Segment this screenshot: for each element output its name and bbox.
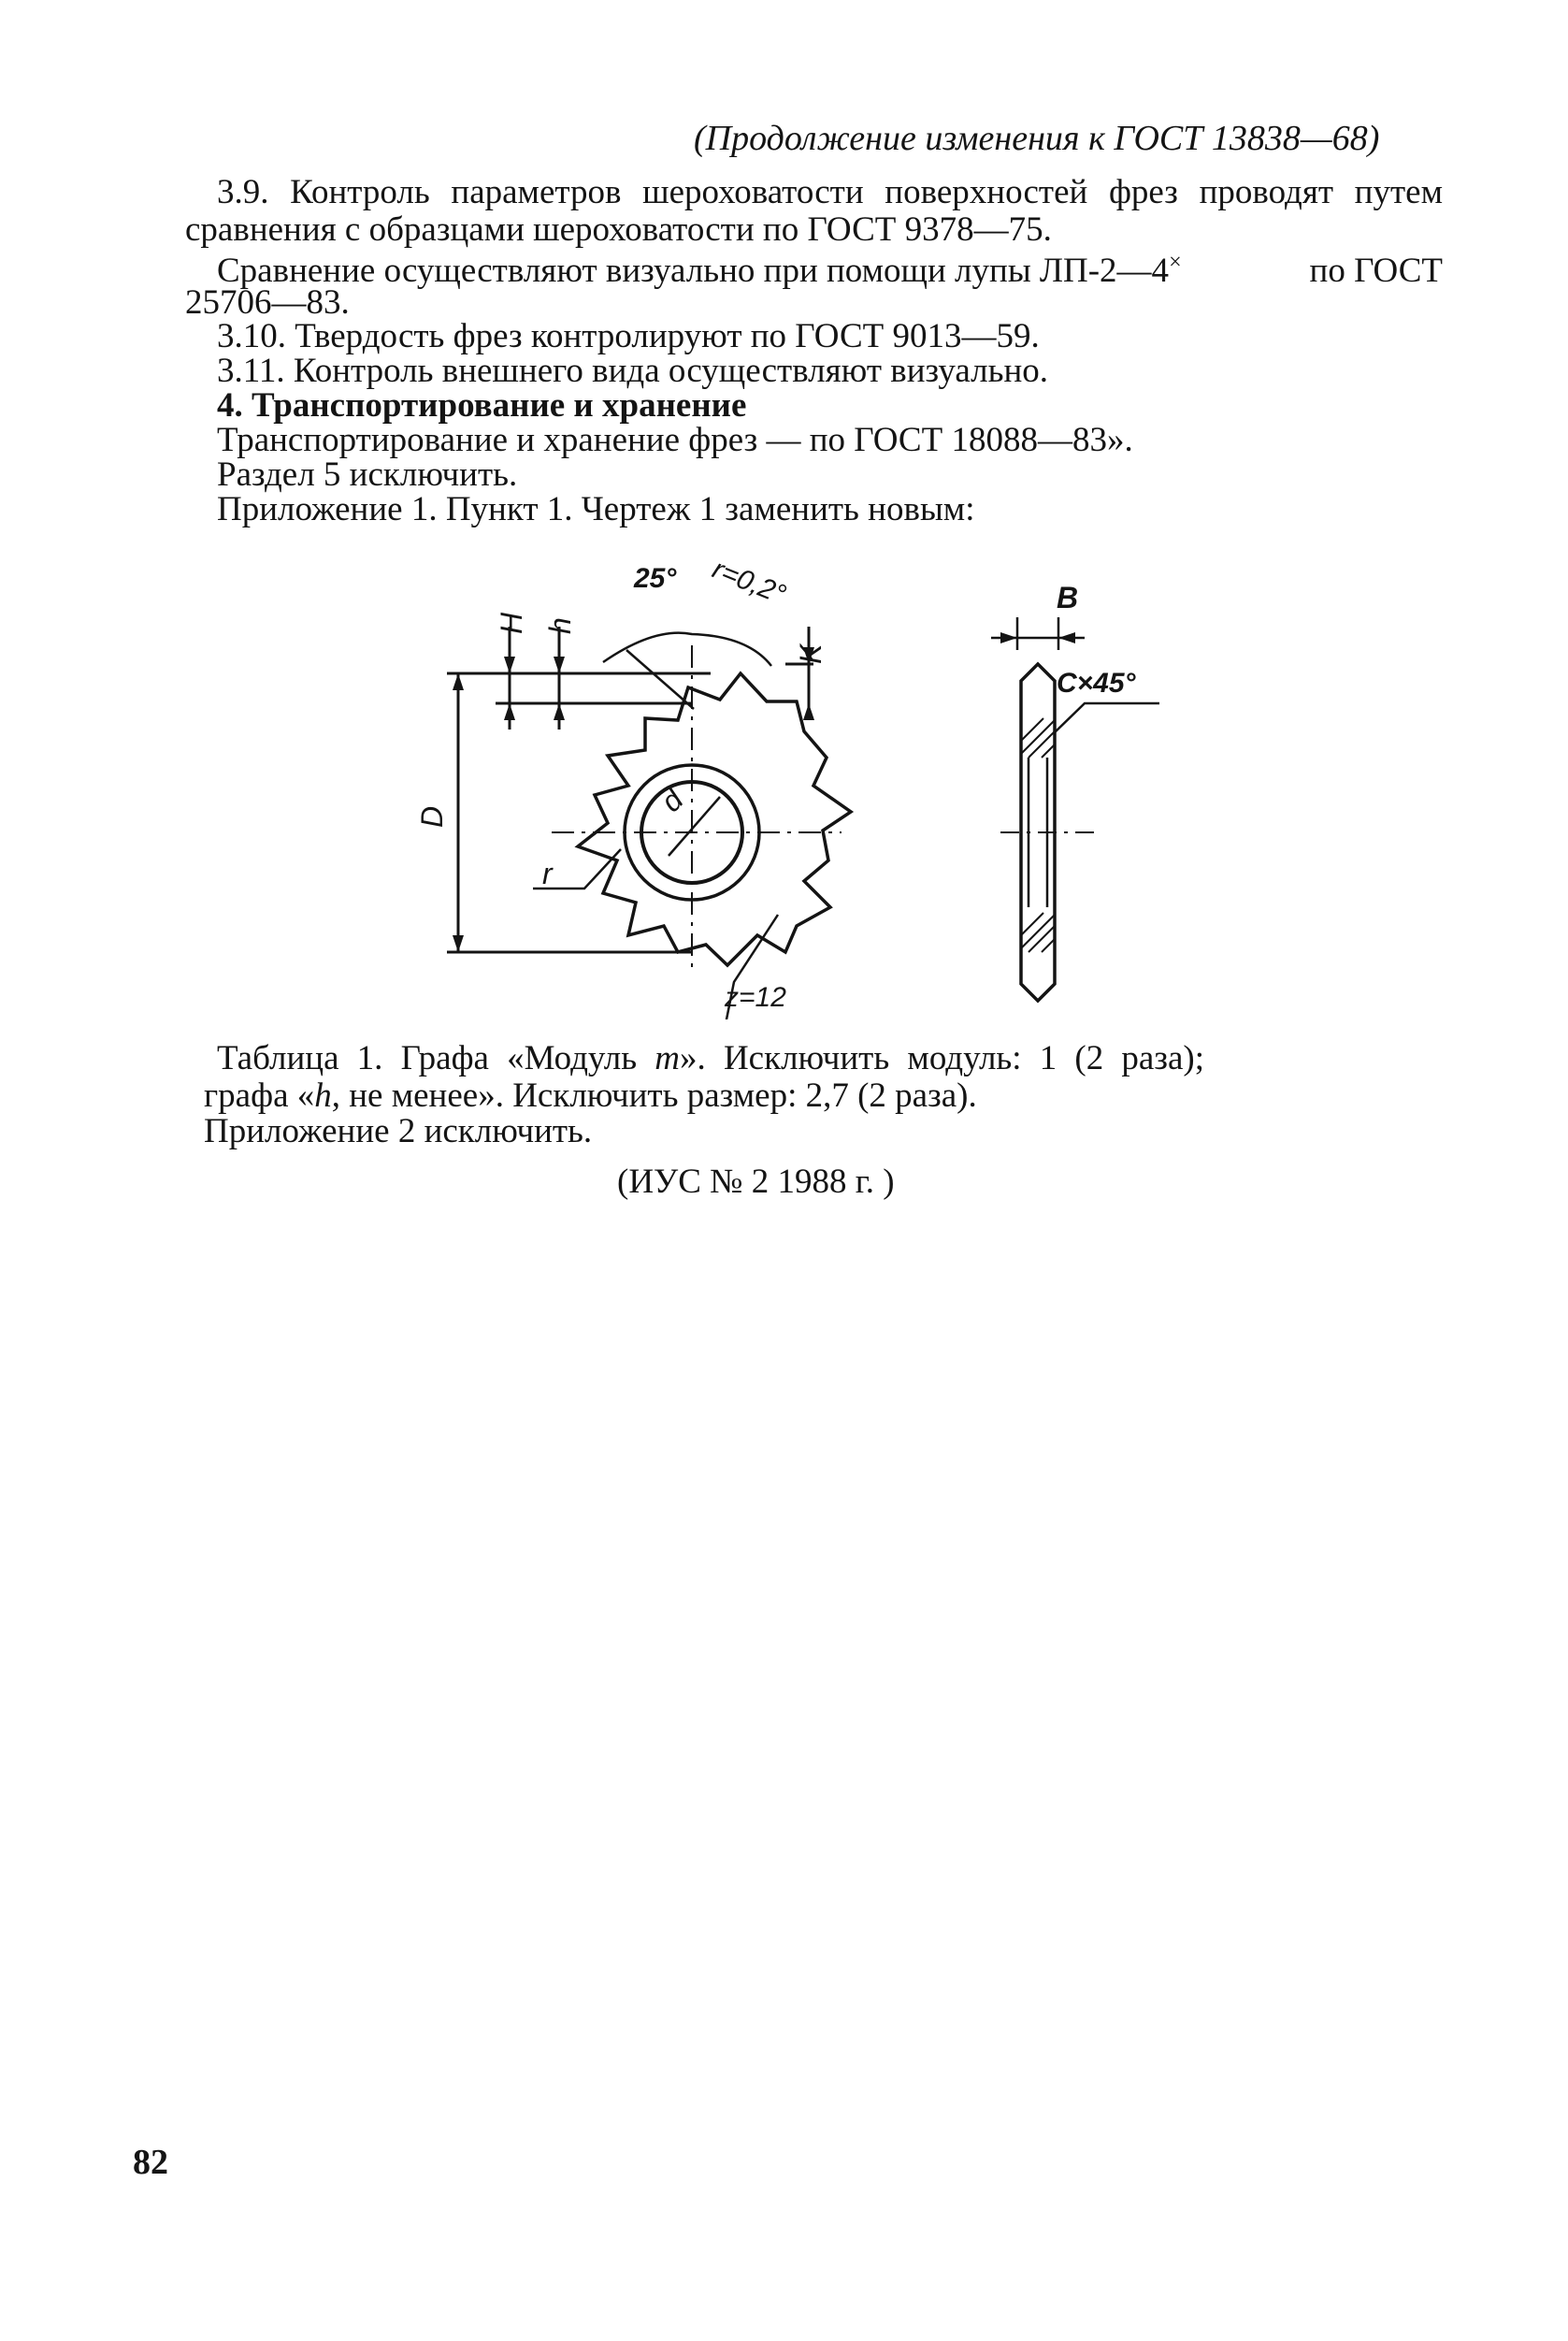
table-note-text-2b: , не менее». Исключить размер: 2,7 (2 раза).	[331, 1077, 977, 1115]
comparison-text-end: по ГОСТ	[1309, 252, 1443, 290]
table-note-line-2	[204, 1077, 977, 1115]
page-number: 82	[133, 2143, 168, 2182]
comparison-superscript: ×	[1169, 250, 1182, 275]
cutter-drawing	[411, 533, 1178, 1019]
ius-reference: (ИУС № 2 1988 г. )	[617, 1163, 895, 1201]
label-chamfer: C×45°	[1057, 668, 1136, 699]
section-5-note: Раздел 5 исключить.	[217, 455, 518, 494]
page-header: (Продолжение изменения к ГОСТ 13838—68)	[694, 119, 1380, 158]
label-d: d	[654, 782, 690, 818]
label-angle-25: 25°	[634, 563, 677, 594]
table-note-line-3: Приложение 2 исключить.	[204, 1112, 593, 1150]
paragraph-comparison-line-2: 25706—83.	[185, 283, 350, 322]
table-note-var-h: h	[314, 1077, 332, 1115]
paragraph-3-9-line-2: сравнения с образцами шероховатости по ГОСТ 9378—75.	[185, 210, 1052, 249]
paragraph-3-11: 3.11. Контроль внешнего вида осуществляют визуально.	[217, 352, 1048, 390]
table-note-text-1a: Таблица 1. Графа «Модуль	[217, 1039, 655, 1077]
paragraph-3-10: 3.10. Твердость фрез контролируют по ГОСТ 9013—59.	[217, 317, 1040, 355]
appendix-1-note: Приложение 1. Пункт 1. Чертеж 1 заменить новым:	[217, 490, 975, 528]
paragraph-3-9-line-1: 3.9. Контроль параметров шероховатости поверхностей фрез проводят путем	[217, 173, 1443, 211]
label-z: z=12	[725, 982, 786, 1013]
paragraph-comparison-line-1	[217, 250, 1443, 290]
section-4-text: Транспортирование и хранение фрез — по ГОСТ 18088—83».	[217, 421, 1133, 459]
table-note-line-1	[217, 1040, 1204, 1077]
label-D: D	[415, 805, 449, 828]
label-K: K	[794, 643, 827, 664]
label-r: r	[542, 857, 553, 890]
label-B: B	[1057, 581, 1079, 614]
table-note-text-2a: графа «	[204, 1077, 315, 1115]
label-H: H	[495, 612, 528, 634]
label-h: h	[543, 617, 577, 634]
table-note-var-m: m	[655, 1039, 681, 1077]
label-corner-radius: r=0,2°	[708, 553, 791, 611]
section-4-title: 4. Транспортирование и хранение	[217, 386, 747, 425]
table-note-text-1b: ». Исключить модуль: 1 (2 раза);	[680, 1039, 1204, 1077]
comparison-text-start: Сравнение осуществляют визуально при помощи лупы ЛП-2—4	[217, 252, 1170, 290]
